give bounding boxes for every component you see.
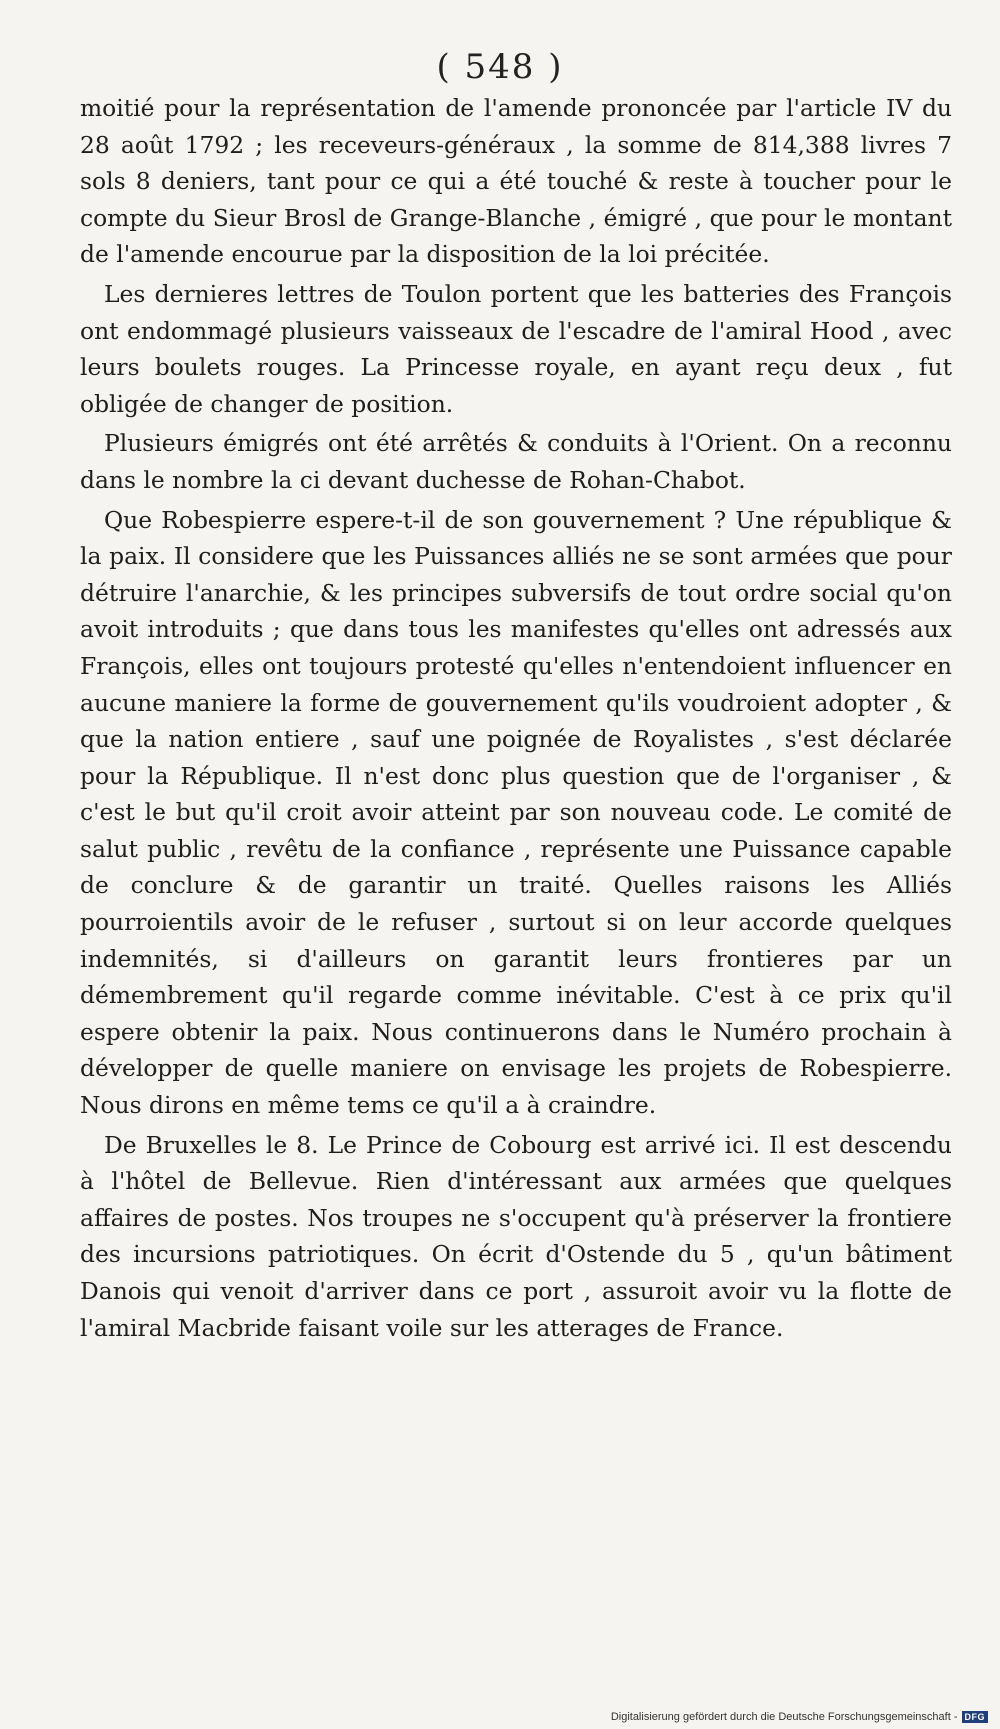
- paragraph-4: Que Robespierre espere-t-il de son gouvernement ? Une république & la paix. Il considere que les Puissances alliés ne se sont armées que pour détruire l'anarchie, & les principes subversifs de tout ordre social qu'on avoit introduits ; que dans tous les manifestes qu'elles ont adressés aux François, elles ont toujours protesté qu'elles n'entendoient influencer en aucune maniere la forme de gouvernement qu'ils voudroient adopter , & que la nation entiere , sauf une poignée de Royalistes , s'est déclarée pour la République. Il n'est donc plus question que de l'organiser , & c'est le but qu'il croit avoir atteint par son nouveau code. Le comité de salut public , revêtu de la confiance , représente une Puissance capable de conclure & de garantir un traité. Quelles raisons les Alliés pourroientils avoir de le refuser , surtout si on leur accorde quelques indemnités, si d'ailleurs on garantit leurs frontieres par un démembrement qu'il regarde comme inévitable. C'est à ce prix qu'il espere obtenir la paix. Nous continuerons dans le Numéro prochain à développer de quelle maniere on envisage les projets de Robespierre. Nous dirons en même tems ce qu'il a à craindre.: [80, 505, 952, 1120]
- paragraph-5: De Bruxelles le 8. Le Prince de Cobourg est arrivé ici. Il est descendu à l'hôtel de Bellevue. Rien d'intéressant aux armées que quelques affaires de postes. Nos troupes ne s'occupent qu'à préserver la frontiere des incursions patriotiques. On écrit d'Ostende du 5 , qu'un bâtiment Danois qui venoit d'arriver dans ce port , assuroit avoir vu la flotte de l'amiral Macbride faisant voile sur les atterages de France.: [80, 1130, 952, 1342]
- dfg-logo-icon: DFG: [962, 1711, 989, 1723]
- paragraph-1: moitié pour la représentation de l'amende prononcée par l'article IV du 28 août 1792 ; les receveurs-généraux , la somme de 814,388 livres 7 sols 8 deniers, tant pour ce qui a été touché & reste à toucher pour le compte du Sieur Brosl de Grange-Blanche , émigré , que pour le montant de l'amende encourue par la disposition de la loi précitée.: [80, 94, 952, 269]
- body-text: [80, 90, 952, 1346]
- paragraph-3: Plusieurs émigrés ont été arrêtés & conduits à l'Orient. On a reconnu dans le nombre la ci devant duchesse de Rohan-Chabot.: [80, 429, 952, 494]
- paragraph-2: Les dernieres lettres de Toulon portent que les batteries des François ont endommagé plusieurs vaisseaux de l'escadre de l'amiral Hood , avec leurs boulets rouges. La Princesse royale, en ayant reçu deux , fut obligée de changer de position.: [80, 279, 952, 418]
- digitization-footer: [611, 1711, 988, 1723]
- footer-text: Digitalisierung gefördert durch die Deutsche Forschungsgemeinschaft -: [610, 1711, 958, 1723]
- page-number: ( 548 ): [436, 47, 564, 87]
